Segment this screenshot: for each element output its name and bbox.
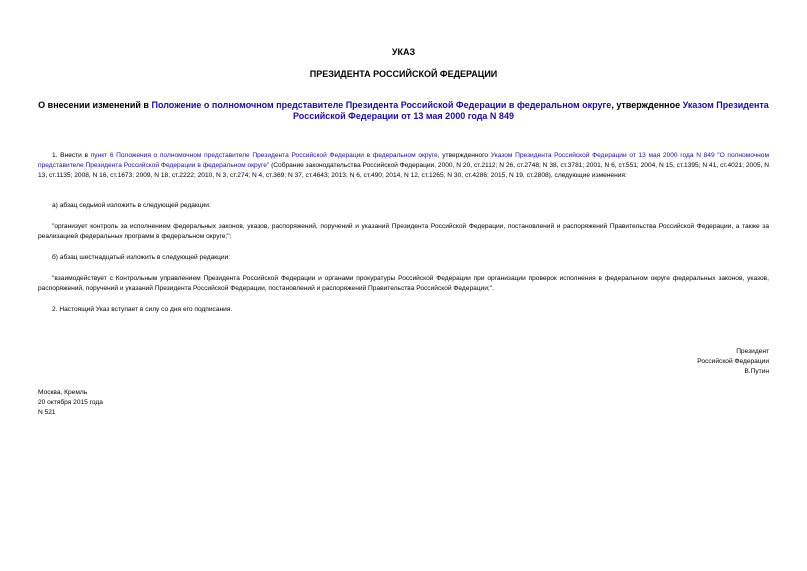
paragraph-4: б) абзац шестнадцатый изложить в следующей редакции: <box>52 254 231 261</box>
signature-name: В.Путин <box>744 368 769 375</box>
paragraph-6: 2. Настоящий Указ вступает в силу со дня его подписания. <box>52 306 233 313</box>
paragraph-1-middle: , утвержденного <box>437 152 491 159</box>
title-middle: , утвержденное <box>611 100 683 110</box>
document-issuer: ПРЕЗИДЕНТА РОССИЙСКОЙ ФЕДЕРАЦИИ <box>309 69 498 79</box>
signature-country: Российской Федерации <box>697 358 769 365</box>
paragraph-5: "взаимодействует с Контрольным управлением Президента Российской Федерации и органами прокуратуры Российской Федерации при организации проверок исполнения в федеральном округе федеральных законов, указов, распоряжений, поручений и указаний Президента Российской Федерации, постановлений и распоряжений Правительства Российской Федерации;". <box>38 275 769 292</box>
paragraph-1-link-decree[interactable]: Указом Президента Российской Федерации от 13 мая 2000 года N 849 "О полномочном представителе Президента Российской Федерации в федеральном округе" <box>38 152 769 169</box>
paragraph-1-start: 1. Внести в <box>52 152 91 159</box>
document-page <box>38 0 769 571</box>
paragraph-1-link-clause[interactable]: пункт 6 Положения о полномочном представителе Президента Российской Федерации в федеральном округе <box>90 152 438 159</box>
signature-block <box>697 347 769 377</box>
title-link-regulation[interactable]: Положение о полномочном представителе Президента Российской Федерации в федеральном округе <box>151 100 612 110</box>
title-link-decree[interactable]: Указом Президента Российской Федерации от 13 мая 2000 года N 849 <box>293 100 769 121</box>
paragraph-2: а) абзац седьмой изложить в следующей редакции: <box>52 202 211 209</box>
place-date-block <box>38 388 103 418</box>
document-number: N 521 <box>38 409 56 416</box>
document-kind: УКАЗ <box>391 47 416 57</box>
title-prefix: О внесении изменений в <box>38 100 152 110</box>
place-city: Москва, Кремль <box>38 389 88 396</box>
document-title <box>38 100 769 122</box>
place-date: 20 октября 2015 года <box>38 399 103 406</box>
signature-position: Президент <box>736 348 769 355</box>
paragraph-1 <box>38 151 769 181</box>
paragraph-3: "организует контроль за исполнением федеральных законов, указов, распоряжений, поручений и указаний Президента Российской Федерации, постановлений и распоряжений Правительства Российской Федерации, а также за реализацией федеральных программ в федеральном округе;"; <box>38 223 769 240</box>
paragraph-1-end: (Собрание законодательства Российской Федерации, 2000, N 20, ст.2112; N 26, ст.2748; N 38, ст.3781; 2001, N 6, ст.551; 2004, N 15, ст.1395; N 41, ст.4021; 2005, N 13, ст.1135; 2008, N 16, ст.1673; 2009, N 18, ст.2222; 2010, N 3, ст.274; N 4, ст.369; N 37, ст.4643; 2013, N 6, ст.490; 2014, N 12, ст.1265; N 30, ст.4286; 2015, N 19, ст.2808), следующие изменения: <box>38 162 769 179</box>
